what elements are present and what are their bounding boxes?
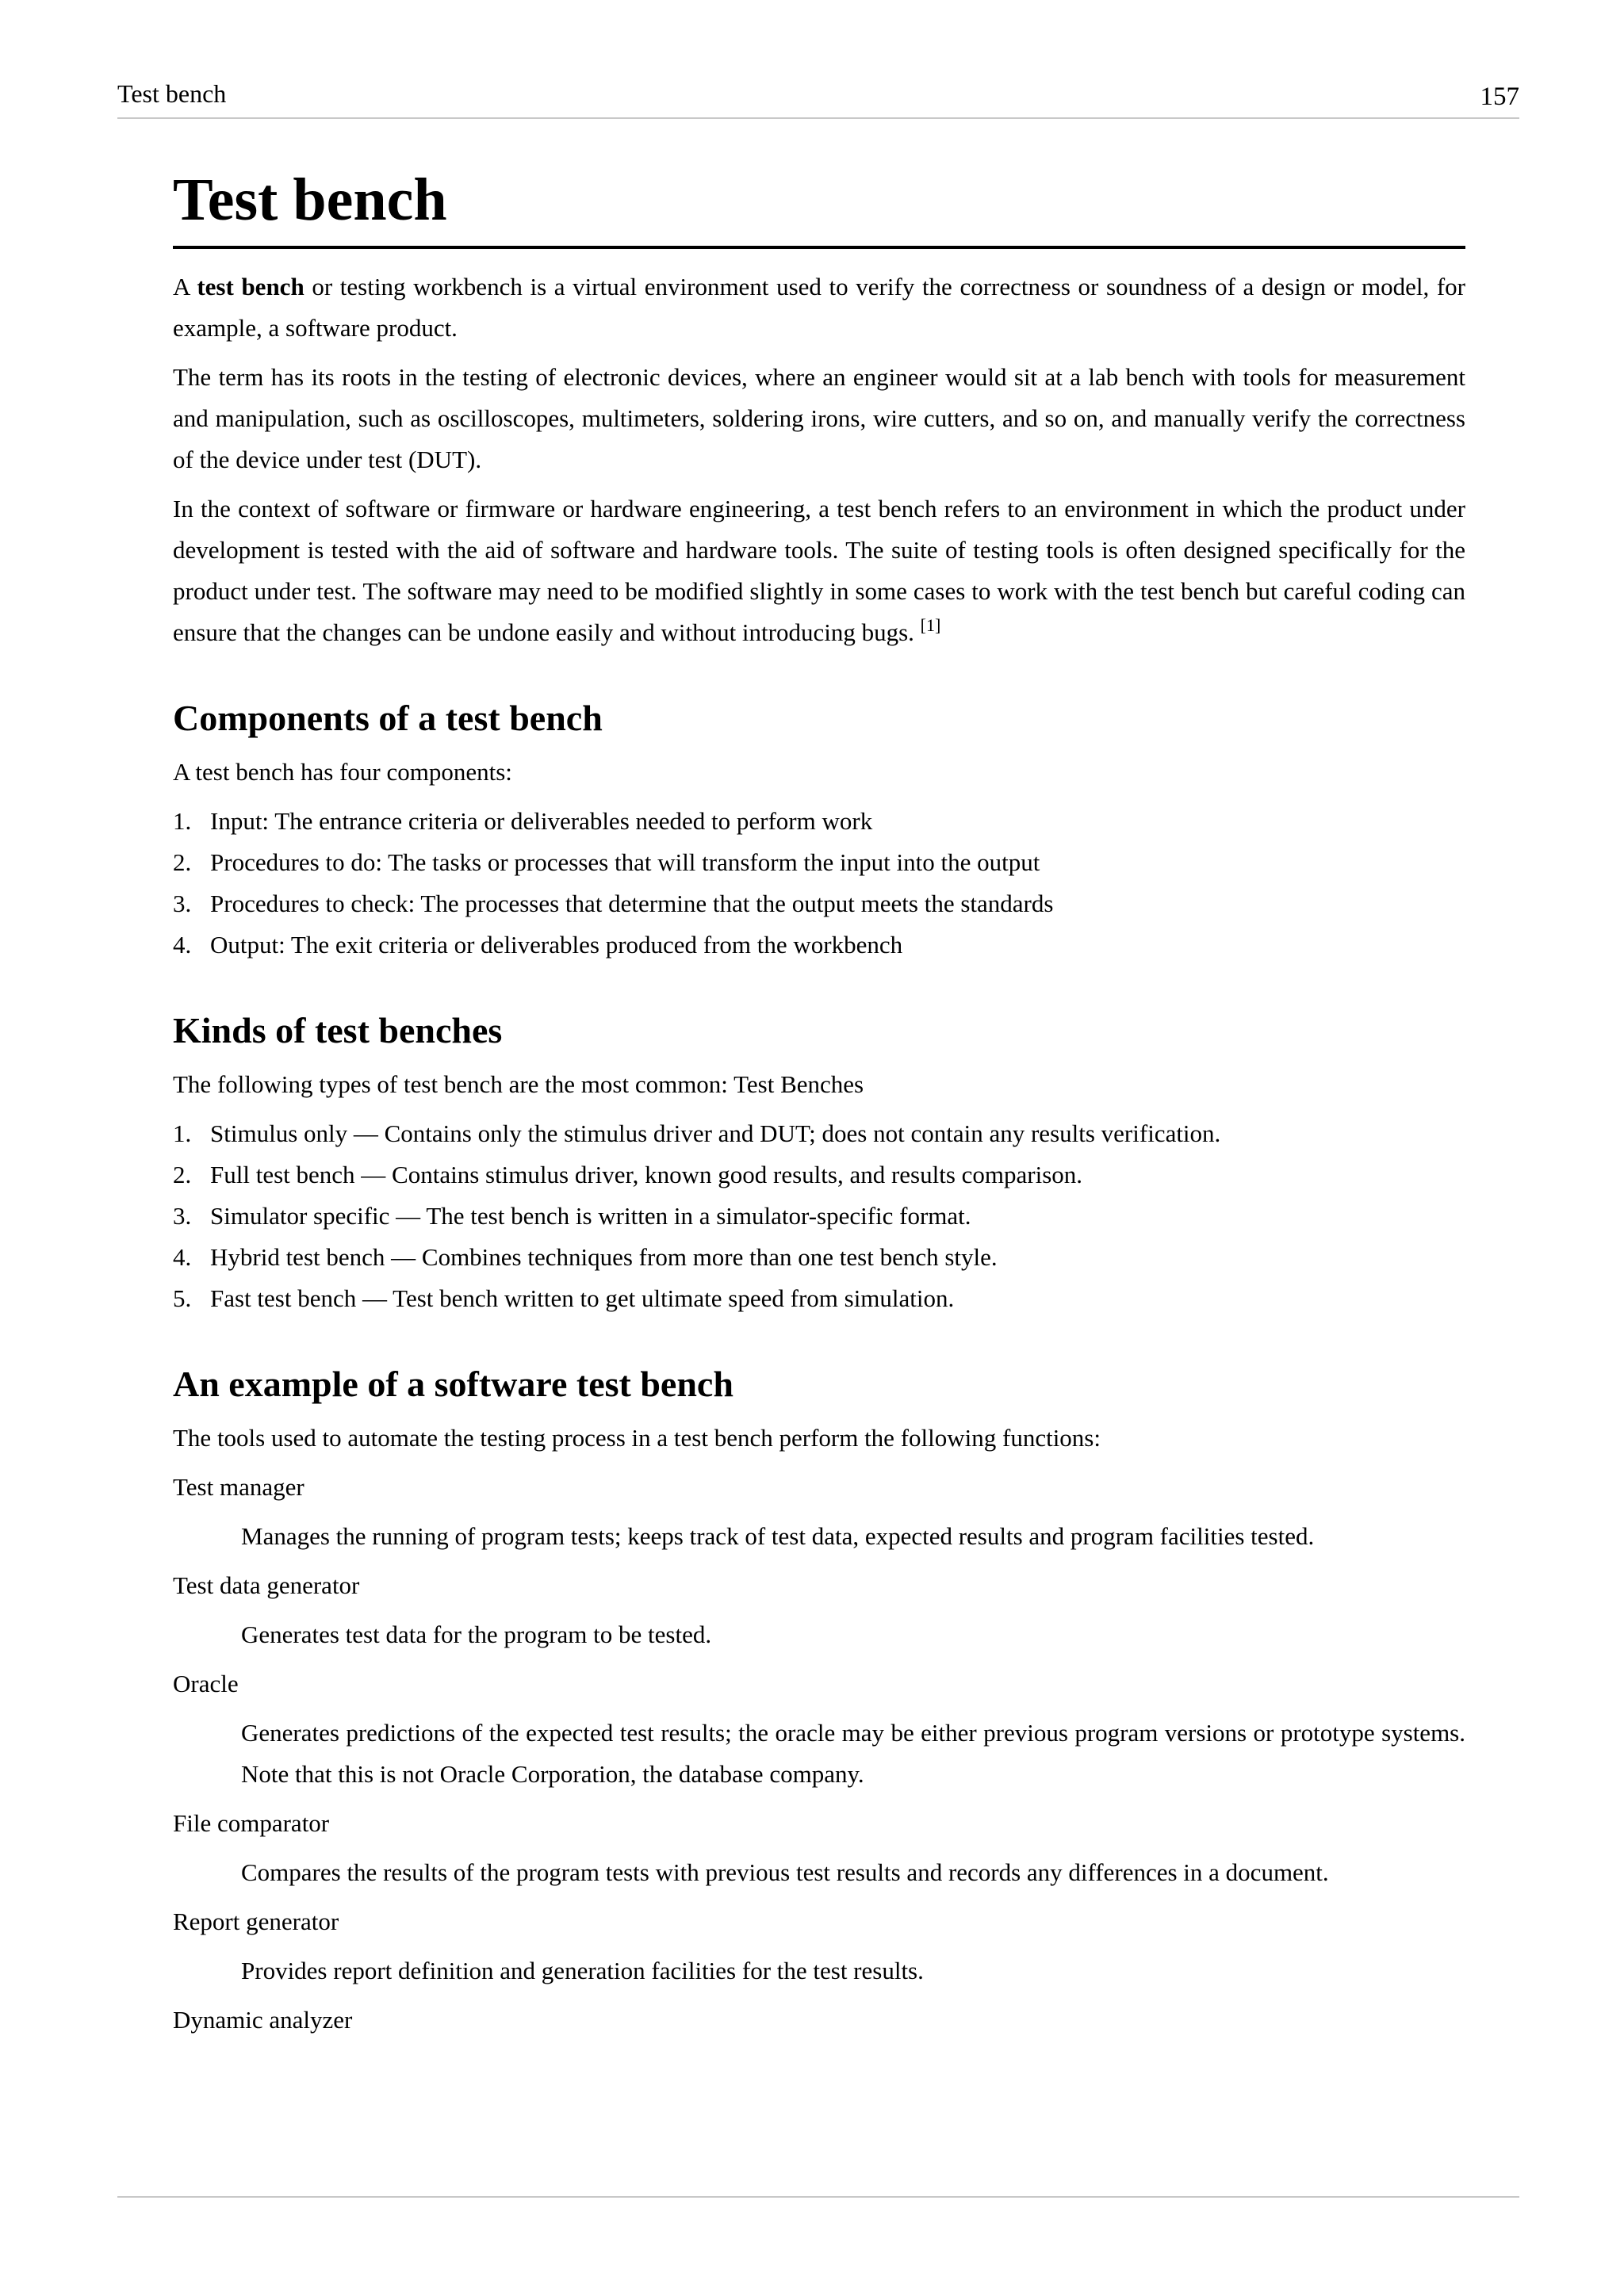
definition-text: Generates predictions of the expected test results; the oracle may be either previous program versions or prototype systems. Note that this is not Oracle Corporation, the database company. [241, 1719, 1465, 1788]
list-item [173, 924, 1465, 966]
definition-text: Compares the results of the program tests with previous test results and records any differences in a document. [241, 1858, 1329, 1886]
page-title: Test bench [173, 162, 1465, 249]
section-heading-components: Components of a test bench [173, 698, 603, 738]
definition-term: Test data generator [173, 1571, 360, 1599]
definition-text: Provides report definition and generation facilities for the test results. [241, 1957, 924, 1984]
definition-term: Report generator [173, 1908, 339, 1935]
intro-rest: or testing workbench is a virtual environment used to verify the correctness or soundness of a design or model, for example, a software product. [173, 273, 1465, 342]
page-number: 157 [1480, 82, 1519, 111]
list-item-text: Fast test bench — Test bench written to get ultimate speed from simulation. [210, 1284, 955, 1312]
reference-link[interactable]: [1] [920, 615, 941, 635]
list-item [173, 842, 1465, 883]
list-item-text: Stimulus only — Contains only the stimulus driver and DUT; does not contain any results verification. [210, 1119, 1221, 1147]
context-paragraph [173, 488, 1465, 653]
list-number: 2. [173, 1161, 192, 1188]
list-number: 4. [173, 931, 192, 959]
list-item [173, 1196, 1465, 1237]
footer-rule [117, 2196, 1519, 2198]
section-heading-kinds: Kinds of test benches [173, 1010, 503, 1050]
list-item-text: Full test bench — Contains stimulus driver, known good results, and results comparison. [210, 1161, 1083, 1188]
origin-paragraph: The term has its roots in the testing of electronic devices, where an engineer would sit at a lab bench with tools for measurement and manipulation, such as oscilloscopes, multimeters, soldering irons, wire cutters, and so on, and manually verify the correctness of the device under test (DUT). [173, 363, 1465, 473]
list-item [173, 1154, 1465, 1196]
definition-term: File comparator [173, 1809, 330, 1837]
list-number: 3. [173, 890, 192, 917]
list-item-text: Output: The exit criteria or deliverables produced from the workbench [210, 931, 903, 959]
list-number: 3. [173, 1202, 192, 1230]
definition-text: Generates test data for the program to be tested. [241, 1621, 712, 1648]
definition-term: Dynamic analyzer [173, 2006, 353, 2034]
list-number: 1. [173, 1119, 192, 1147]
components-list [173, 801, 1465, 966]
components-lead: A test bench has four components: [173, 758, 512, 786]
section-heading-example: An example of a software test bench [173, 1364, 733, 1404]
intro-paragraph [173, 266, 1465, 349]
list-item [173, 883, 1465, 924]
list-item [173, 1278, 1465, 1319]
article-body [173, 162, 1465, 2041]
list-number: 2. [173, 848, 192, 876]
kinds-lead: The following types of test bench are the most common: Test Benches [173, 1070, 864, 1098]
definition-text: Manages the running of program tests; keeps track of test data, expected results and program facilities tested. [241, 1522, 1315, 1550]
kinds-list [173, 1113, 1465, 1319]
list-item-text: Procedures to check: The processes that determine that the output meets the standards [210, 890, 1054, 917]
intro-term: test bench [197, 273, 304, 300]
running-title: Test bench [117, 79, 227, 108]
list-item-text: Procedures to do: The tasks or processes that will transform the input into the output [210, 848, 1040, 876]
intro-lead-word: A [173, 273, 197, 300]
list-item-text: Simulator specific — The test bench is written in a simulator-specific format. [210, 1202, 971, 1230]
list-item-text: Hybrid test bench — Combines techniques from more than one test bench style. [210, 1243, 998, 1271]
list-item [173, 801, 1465, 842]
example-lead: The tools used to automate the testing process in a test bench perform the following functions: [173, 1424, 1101, 1452]
list-item [173, 1237, 1465, 1278]
definition-term: Oracle [173, 1670, 239, 1697]
context-text: In the context of software or firmware or hardware engineering, a test bench refers to an environment in which the product under development is tested with the aid of software and hardware tools. The suite of testing tools is often designed specifically for the product under test. The software may need to be modified slightly in some cases to work with the test bench but careful coding can ensure that the changes can be undone easily and without introducing bugs. [173, 495, 1465, 646]
list-number: 5. [173, 1284, 192, 1312]
list-item-text: Input: The entrance criteria or deliverables needed to perform work [210, 807, 873, 835]
list-item [173, 1113, 1465, 1154]
running-header [117, 79, 1519, 119]
list-number: 4. [173, 1243, 192, 1271]
definition-term: Test manager [173, 1473, 304, 1501]
tools-definition-list [173, 1467, 1465, 2041]
list-number: 1. [173, 807, 192, 835]
